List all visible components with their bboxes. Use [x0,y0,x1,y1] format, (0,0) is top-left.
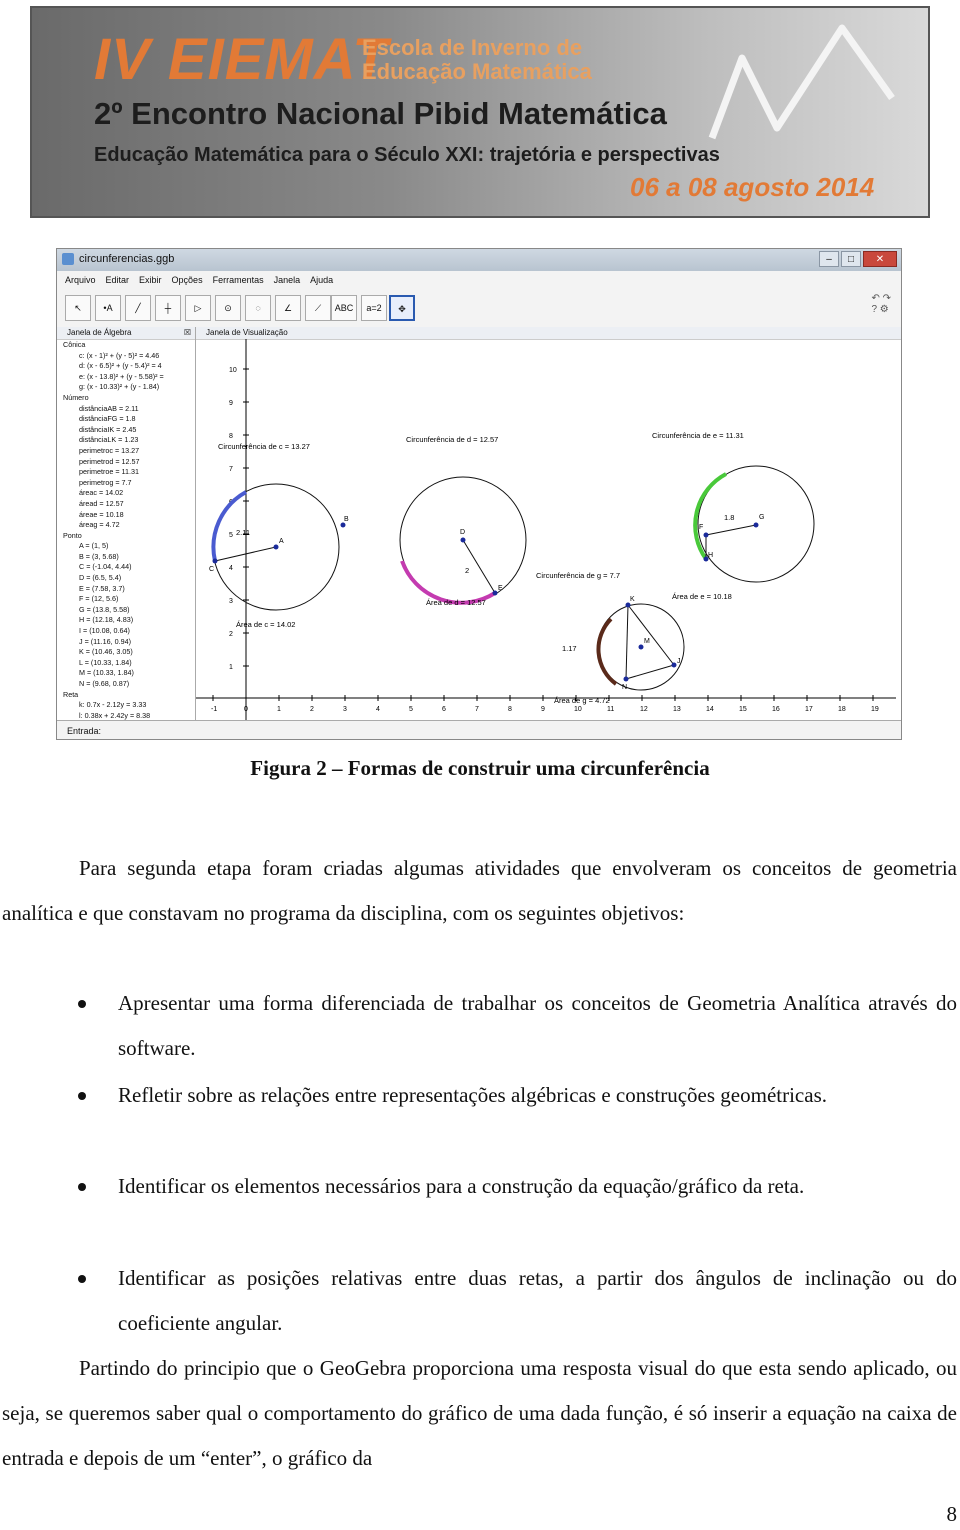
y-tick-label: 2 [229,631,233,638]
svg-text:C: C [209,566,215,573]
banner-school-line2: Educação Matemática [362,59,592,84]
x-tick-label: 12 [640,706,648,713]
algebra-item[interactable]: distânciaIK = 2.45 [79,424,137,434]
algebra-list [57,340,195,721]
x-tick-label: 5 [409,706,413,713]
banner-school-line1: Escola de Inverno de [362,35,583,60]
input-label: Entrada: [67,726,102,736]
svg-text:N: N [622,684,628,691]
window-titlebar [57,249,901,271]
perpendicular-tool-icon[interactable]: ┼ [155,295,181,321]
bullet-text: Apresentar uma forma diferenciada de trabalhar os conceitos de Geometria Analítica através do software. [118,991,957,1060]
close-button[interactable]: ✕ [863,251,897,267]
polygon-tool-icon[interactable]: ▷ [185,295,211,321]
x-tick-label: 4 [376,706,380,713]
label-seg-ab: 2.11 [236,528,251,537]
move-view-tool-icon[interactable]: ✥ [389,295,415,321]
point-n[interactable] [624,677,629,682]
input-bar[interactable] [57,720,901,740]
algebra-item[interactable]: l: 0.38x + 2.42y = 8.38 [79,710,151,720]
circle-tool-icon[interactable]: ⊙ [215,295,241,321]
algebra-item[interactable]: B = (3, 5.68) [79,551,119,561]
label-area-c: Área de c = 14.02 [236,620,296,629]
bullet-item [78,1164,957,1209]
x-tick-label: 13 [673,706,681,713]
algebra-item[interactable]: distânciaFG = 1.8 [79,414,136,424]
close-panel-icon[interactable]: ☒ [183,328,191,337]
line-tool-icon[interactable]: ╱ [125,295,151,321]
point-f[interactable] [704,533,709,538]
circle-e-arc [695,474,726,559]
algebra-panel [57,327,196,720]
algebra-item[interactable]: e: (x - 13.8)² + (y - 5.58)² = [79,371,164,381]
algebra-item[interactable]: g: (x - 10.33)² + (y - 1.84) [79,382,160,392]
bullet-item [78,1073,957,1118]
point-a[interactable] [274,545,279,550]
svg-text:E: E [498,585,503,592]
svg-text:F: F [699,524,704,531]
algebra-item[interactable]: L = (10.33, 1.84) [79,657,132,667]
label-area-e: Área de e = 10.18 [672,592,732,601]
point-j[interactable] [672,663,677,668]
bullet-dot-icon [78,1183,86,1191]
algebra-item[interactable]: distânciaLK = 1.23 [79,435,139,445]
point-e[interactable] [493,591,498,596]
banner-meeting: 2º Encontro Nacional Pibid Matemática [94,96,667,131]
banner-school [362,36,592,84]
algebra-item[interactable]: J = (11.16, 0.94) [79,636,132,646]
banner-logo-icon [702,18,902,168]
label-circ-d: Circunferência de d = 12.57 [406,435,499,444]
algebra-panel-title: Janela de Álgebra [67,328,132,337]
bullet-text: Identificar os elementos necessários para a construção da equação/gráfico da reta. [118,1174,805,1198]
geogebra-window [56,248,902,740]
circle-d-arc [402,561,495,603]
svg-text:A: A [279,538,284,545]
y-tick-label: 5 [229,532,233,539]
algebra-item[interactable]: F = (12, 5.6) [79,594,119,604]
x-tick-label: 6 [442,706,446,713]
slider-tool-icon[interactable]: a=2 [361,295,387,321]
x-tick-label: 9 [541,706,545,713]
algebra-item[interactable]: K = (10.46, 3.05) [79,647,133,657]
algebra-item[interactable]: M = (10.33, 1.84) [79,668,134,678]
x-tick-label: 17 [805,706,813,713]
menu-ferramentas[interactable]: Ferramentas [212,275,264,285]
algebra-category[interactable]: Ponto [63,530,82,540]
bullet-dot-icon [78,1275,86,1283]
point-d[interactable] [461,538,466,543]
algebra-item[interactable]: perimetrod = 12.57 [79,456,140,466]
label-area-g: Área de g = 4.72 [554,696,610,705]
y-tick-label: 4 [229,565,233,572]
y-tick-label: 9 [229,400,233,407]
x-tick-label: 10 [574,706,582,713]
menu-exibir[interactable]: Exibir [139,275,162,285]
algebra-item[interactable]: perimetroc = 13.27 [79,445,140,455]
algebra-item[interactable]: áreag = 4.72 [79,520,120,530]
algebra-item[interactable]: áread = 12.57 [79,498,124,508]
algebra-category[interactable]: Reta [63,689,79,699]
algebra-item[interactable]: C = (-1.04, 4.44) [79,562,132,572]
algebra-panel-header [57,327,195,340]
banner-date: 06 a 08 agosto 2014 [630,172,875,202]
geogebra-app-icon [62,253,74,265]
bullet-item [78,981,957,1071]
page-number: 8 [946,1502,957,1526]
banner-event-title: IV EIEMAT [94,27,389,92]
point-g[interactable] [754,523,759,528]
bullet-dot-icon [78,1092,86,1100]
paragraph-1 [2,846,957,936]
point-c[interactable] [213,559,218,564]
y-tick-label: 3 [229,598,233,605]
paragraph-2-text: Partindo do principio que o GeoGebra proporciona uma resposta visual do que esta sendo aplicado, ou seja, se queremos saber qual o comportamento do gráfico de uma dada função, é só inserir a equação na caixa de entrada e depois de um “enter”, o gráfico da [2,1356,957,1470]
x-tick-label: 11 [607,706,615,713]
algebra-item[interactable]: c: (x - 1)² + (y - 5)² = 4.46 [79,350,160,360]
menu-ajuda[interactable]: Ajuda [310,275,334,285]
minimize-button[interactable]: – [819,251,839,267]
figure-caption: Figura 2 – Formas de construir uma circunferência [250,756,710,780]
window-title: circunferencias.ggb [79,253,175,265]
svg-text:K: K [630,596,635,603]
x-tick-label: 2 [310,706,314,713]
graphics-panel-title: Janela de Visualização [206,328,288,337]
text-tool-icon[interactable]: ABC [331,295,357,321]
bullet-item [78,1256,957,1346]
point-b[interactable] [341,523,346,528]
bullet-text: Identificar as posições relativas entre duas retas, a partir dos ângulos de inclinação ou do coeficiente angular. [118,1266,957,1335]
algebra-item[interactable]: E = (7.58, 3.7) [79,583,125,593]
banner-theme: Educação Matemática para o Século XXI: trajetória e perspectivas [94,144,720,166]
algebra-category[interactable]: Cônica [63,340,86,349]
algebra-category[interactable]: Número [63,392,89,402]
y-tick-label: 7 [229,466,233,473]
x-tick-label: 16 [772,706,780,713]
algebra-item[interactable]: k: 0.7x - 2.12y = 3.33 [79,700,147,710]
algebra-item[interactable]: áreac = 14.02 [79,488,124,498]
algebra-item[interactable]: A = (1, 5) [79,541,109,551]
y-tick-label: 10 [229,367,237,374]
algebra-item[interactable]: d: (x - 6.5)² + (y - 5.4)² = 4 [79,361,162,371]
y-tick-label: 6 [229,499,233,506]
x-tick-label: 3 [343,706,347,713]
svg-text:M: M [644,638,650,645]
graphics-canvas[interactable] [196,339,902,720]
svg-text:B: B [344,516,349,523]
menu-janela[interactable]: Janela [273,275,301,285]
algebra-item[interactable]: perimetroe = 11.31 [79,467,139,477]
svg-text:D: D [460,529,466,536]
algebra-item[interactable]: N = (9.68, 0.87) [79,679,130,688]
point-m[interactable] [639,645,644,650]
tool-bar [57,289,901,328]
point-tool-icon[interactable]: •A [95,295,121,321]
x-tick-label: -1 [211,706,218,713]
algebra-item[interactable]: perimetrog = 7.7 [79,477,132,487]
label-circ-g: Circunferência de g = 7.7 [536,571,621,580]
algebra-item[interactable]: H = (12.18, 4.83) [79,615,134,625]
label-circ-e: Circunferência de e = 11.31 [652,431,744,440]
algebra-item[interactable]: I = (10.08, 0.64) [79,626,130,636]
undo-redo-icon[interactable]: ↶ ↷ ? ⚙ [871,293,891,315]
label-area-d: Área de d = 12.57 [426,598,486,607]
svg-text:H: H [708,552,714,559]
circle-g-arc [598,619,616,684]
x-tick-label: 7 [475,706,479,713]
bullet-text: Refletir sobre as relações entre representações algébricas e construções geométricas. [118,1083,827,1107]
move-tool-icon[interactable]: ↖ [65,295,91,321]
y-tick-label: 8 [229,433,233,440]
menu-opcoes[interactable]: Opções [171,275,203,285]
paragraph-2 [2,1346,957,1481]
paragraph-1-text: Para segunda etapa foram criadas algumas atividades que envolveram os conceitos de geometria analítica e que constavam no programa da disciplina, com os seguintes objetivos: [2,856,957,925]
circle-c-arc [213,492,246,561]
x-tick-label: 19 [871,706,879,713]
menu-arquivo[interactable]: Arquivo [65,275,96,285]
reflect-tool-icon[interactable]: ⟋ [305,295,331,321]
x-tick-label: 14 [706,706,714,713]
svg-text:G: G [759,514,765,521]
x-tick-label: 18 [838,706,846,713]
angle-tool-icon[interactable]: ∠ [275,295,301,321]
algebra-item[interactable]: D = (6.5, 5.4) [79,573,122,583]
y-tick-label: 1 [229,664,233,671]
ellipse-tool-icon[interactable]: ◌ [245,295,271,321]
menu-editar[interactable]: Editar [105,275,130,285]
label-seg-fg: 1.8 [724,513,735,522]
svg-text:J: J [677,658,681,665]
maximize-button[interactable]: □ [841,251,861,267]
x-tick-label: 1 [277,706,281,713]
algebra-item[interactable]: G = (13.8, 5.58) [79,604,130,614]
bullet-dot-icon [78,1000,86,1008]
event-banner [30,6,930,218]
algebra-item[interactable]: áreae = 10.18 [79,509,124,519]
label-seg-d: 2 [465,566,470,575]
x-tick-label: 0 [244,706,248,713]
graphics-panel [196,327,902,720]
label-seg-g: 1.17 [562,644,577,653]
label-circ-c: Circunferência de c = 13.27 [218,442,310,451]
point-k[interactable] [626,603,631,608]
x-tick-label: 15 [739,706,747,713]
x-tick-label: 8 [508,706,512,713]
menu-bar [57,271,901,289]
algebra-item[interactable]: distânciaAB = 2.11 [79,403,139,413]
